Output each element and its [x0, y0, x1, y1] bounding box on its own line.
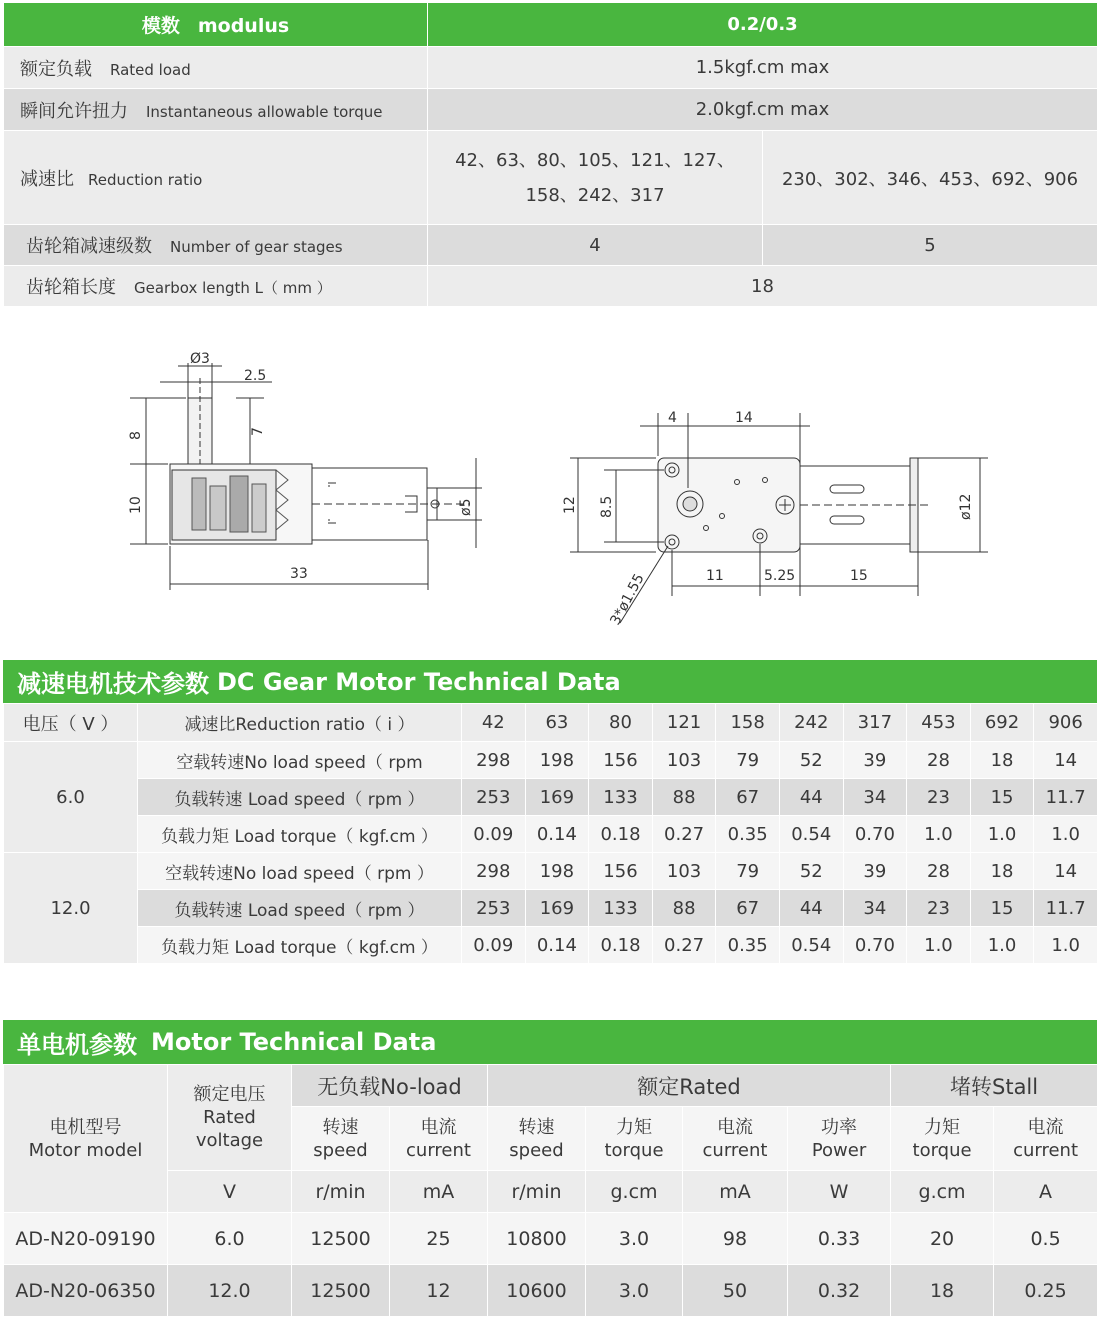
ratio-col-header: 692 — [970, 704, 1034, 742]
gearbox-length-cn: 齿轮箱长度 — [26, 277, 116, 298]
value-cell: 198 — [525, 742, 589, 779]
value-cell: 34 — [843, 779, 907, 816]
value-cell: 52 — [779, 742, 843, 779]
motor-model-header — [4, 1065, 168, 1213]
value-cell: 18 — [891, 1265, 994, 1317]
rated-voltage-en2: voltage — [195, 1130, 264, 1151]
rated-voltage-header — [168, 1065, 292, 1171]
instant-torque-en: Instantaneous allowable torque — [146, 102, 383, 121]
sub-header-en: torque — [604, 1139, 664, 1161]
value-cell: 0.18 — [589, 816, 653, 853]
dim-33: 33 — [290, 566, 308, 582]
value-cell: 52 — [779, 853, 843, 890]
value-cell: 50 — [683, 1265, 788, 1317]
unit-cell: mA — [683, 1171, 788, 1213]
gearbox-length-value: 18 — [428, 266, 1098, 307]
dim-mount-holes: 3*ø1.55 — [607, 571, 648, 628]
motor-model-en: Motor model — [28, 1139, 143, 1161]
value-cell: 12500 — [292, 1265, 390, 1317]
value-cell: 3.0 — [586, 1265, 683, 1317]
value-cell: 133 — [589, 890, 653, 927]
value-cell: 0.70 — [843, 927, 907, 964]
dim-8-5: 8.5 — [599, 495, 615, 518]
value-cell: 0.35 — [716, 816, 780, 853]
instant-torque-value: 2.0kgf.cm max — [428, 89, 1098, 131]
value-cell: 20 — [891, 1213, 994, 1265]
value-cell: 156 — [589, 853, 653, 890]
ratio-values-5stage: 230、302、346、453、692、906 — [763, 131, 1098, 225]
value-cell: 14 — [1034, 853, 1098, 890]
unit-cell: r/min — [292, 1171, 390, 1213]
value-cell: 18 — [970, 853, 1034, 890]
value-cell: 0.33 — [788, 1213, 891, 1265]
sub-header-cell — [891, 1107, 994, 1171]
value-cell: 67 — [716, 779, 780, 816]
value-cell: 25 — [390, 1213, 488, 1265]
value-cell: 23 — [907, 890, 971, 927]
voltage-cell: 6.0 — [4, 742, 138, 853]
spec-row-gearbox-length — [4, 266, 1098, 307]
value-cell: 1.0 — [1034, 927, 1098, 964]
gear-header-row — [4, 704, 1098, 742]
row-label: 负载转速 Load speed（ rpm ） — [138, 779, 462, 816]
row-label: 负载转速 Load speed（ rpm ） — [138, 890, 462, 927]
ratio-values-line2: 158、242、317 — [525, 184, 665, 206]
rated-load-cn: 额定负载 — [20, 58, 92, 80]
table-row — [4, 927, 1098, 964]
table-row — [4, 1265, 1098, 1317]
value-cell: 0.14 — [525, 816, 589, 853]
value-cell: 103 — [652, 742, 716, 779]
value-cell: 28 — [907, 853, 971, 890]
sub-header-cell — [488, 1107, 586, 1171]
spec-row-reduction-ratio — [4, 131, 1098, 225]
value-cell: 198 — [525, 853, 589, 890]
gear-motor-title-en: DC Gear Motor Technical Data — [217, 667, 621, 696]
ratio-col-header: 80 — [589, 704, 653, 742]
motor-section-banner — [3, 1020, 1097, 1064]
motor-data-table — [3, 1064, 1098, 1317]
motor-model-cn: 电机型号 — [49, 1116, 122, 1138]
dim-12: 12 — [562, 496, 578, 514]
sub-header-cell — [390, 1107, 488, 1171]
value-cell: 15 — [970, 779, 1034, 816]
motor-model-cell: AD-N20-09190 — [4, 1213, 168, 1265]
table-row — [4, 890, 1098, 927]
value-cell: 0.14 — [525, 927, 589, 964]
sub-header-cn: 转速 — [322, 1116, 359, 1138]
spec-row-instant-torque — [4, 89, 1098, 131]
table-row — [4, 816, 1098, 853]
gear-stages-5: 5 — [763, 225, 1098, 266]
value-cell: 6.0 — [168, 1213, 292, 1265]
value-cell: 0.5 — [994, 1213, 1098, 1265]
ratio-col-header: 63 — [525, 704, 589, 742]
voltage-cell: 12.0 — [4, 853, 138, 964]
value-cell: 18 — [970, 742, 1034, 779]
value-cell: 156 — [589, 742, 653, 779]
spec-row-rated-load — [4, 47, 1098, 89]
gear-stages-en: Number of gear stages — [170, 238, 343, 256]
sub-header-cell — [788, 1107, 891, 1171]
ratio-col-header: 121 — [652, 704, 716, 742]
row-label: 空载转速No load speed（ rpm — [138, 742, 462, 779]
sub-header-cn: 电流 — [1027, 1116, 1064, 1138]
ratio-values-4stage — [428, 131, 763, 225]
value-cell: 28 — [907, 742, 971, 779]
sub-header-en: Power — [811, 1139, 867, 1161]
reduction-ratio-en: Reduction ratio — [88, 170, 203, 189]
motor-title-cn: 单电机参数 — [17, 1030, 137, 1059]
value-cell: 1.0 — [907, 816, 971, 853]
voltage-header: 电压（ V ） — [4, 704, 138, 742]
dim-phi5: ø5 — [458, 498, 474, 516]
value-cell: 15 — [970, 890, 1034, 927]
dim-5-25: 5.25 — [764, 568, 796, 584]
value-cell: 0.54 — [779, 927, 843, 964]
sub-header-cn: 力矩 — [924, 1116, 961, 1138]
ratio-col-header: 42 — [462, 704, 526, 742]
dim-10: 10 — [128, 496, 144, 514]
value-cell: 12.0 — [168, 1265, 292, 1317]
dim-14: 14 — [735, 410, 753, 426]
unit-cell: V — [168, 1171, 292, 1213]
unit-cell: A — [994, 1171, 1098, 1213]
modulus-value: 0.2/0.3 — [428, 3, 1098, 47]
value-cell: 253 — [462, 890, 526, 927]
value-cell: 11.7 — [1034, 779, 1098, 816]
unit-cell: r/min — [488, 1171, 586, 1213]
rated-group-header: 额定Rated — [488, 1065, 891, 1107]
table-row — [4, 853, 1098, 890]
gear-motor-data-table — [3, 703, 1098, 964]
ratio-col-header: 453 — [907, 704, 971, 742]
rated-voltage-en1: Rated — [203, 1107, 256, 1128]
value-cell: 23 — [907, 779, 971, 816]
rated-load-en: Rated load — [110, 60, 191, 79]
ratio-col-header: 242 — [779, 704, 843, 742]
side-view-drawing — [130, 363, 482, 590]
value-cell: 12500 — [292, 1213, 390, 1265]
gearbox-spec-table — [3, 2, 1098, 307]
row-label: 空载转速No load speed（ rpm ） — [138, 853, 462, 890]
value-cell: 1.0 — [907, 927, 971, 964]
dim-2-5: 2.5 — [244, 368, 267, 384]
value-cell: 169 — [525, 779, 589, 816]
sub-header-cn: 转速 — [518, 1116, 555, 1138]
value-cell: 11.7 — [1034, 890, 1098, 927]
unit-cell: W — [788, 1171, 891, 1213]
dim-8: 8 — [128, 431, 144, 440]
modulus-label-cn: 模数 — [141, 15, 180, 37]
table-row — [4, 1213, 1098, 1265]
motor-title-en: Motor Technical Data — [151, 1028, 437, 1056]
unit-cell: g.cm — [891, 1171, 994, 1213]
dim-7: 7 — [250, 427, 266, 436]
unit-cell: g.cm — [586, 1171, 683, 1213]
value-cell: 169 — [525, 890, 589, 927]
rated-load-label — [4, 47, 428, 89]
instant-torque-cn: 瞬间允许扭力 — [20, 100, 128, 122]
table-row — [4, 779, 1098, 816]
spec-row-modulus — [4, 3, 1098, 47]
sub-header-en: current — [406, 1139, 471, 1161]
ratio-col-header: 906 — [1034, 704, 1098, 742]
rated-voltage-cn: 额定电压 — [193, 1084, 266, 1105]
value-cell: 0.25 — [994, 1265, 1098, 1317]
dimension-drawing — [0, 318, 1100, 658]
sub-header-cell — [292, 1107, 390, 1171]
value-cell: 0.09 — [462, 927, 526, 964]
sub-header-cell — [994, 1107, 1098, 1171]
value-cell: 0.27 — [652, 927, 716, 964]
ratio-col-header: 317 — [843, 704, 907, 742]
unit-cell: mA — [390, 1171, 488, 1213]
sub-header-cell — [683, 1107, 788, 1171]
value-cell: 0.32 — [788, 1265, 891, 1317]
value-cell: 88 — [652, 779, 716, 816]
sub-header-en: torque — [912, 1139, 972, 1161]
sub-header-cn: 电流 — [717, 1116, 753, 1138]
noload-group-header: 无负载No-load — [292, 1065, 488, 1107]
gear-stages-4: 4 — [428, 225, 763, 266]
dim-11: 11 — [706, 568, 724, 584]
value-cell: 1.0 — [970, 816, 1034, 853]
ratio-header: 减速比Reduction ratio（ i ） — [138, 704, 462, 742]
value-cell: 0.09 — [462, 816, 526, 853]
sub-header-en: current — [1013, 1139, 1079, 1161]
gear-motor-section-banner — [3, 660, 1097, 703]
motor-units-row — [4, 1171, 1098, 1213]
motor-model-cell: AD-N20-06350 — [4, 1265, 168, 1317]
value-cell: 67 — [716, 890, 780, 927]
modulus-label-en: modulus — [197, 15, 290, 37]
row-label: 负载力矩 Load torque（ kgf.cm ） — [138, 927, 462, 964]
dim-shaft-diameter: Ø3 — [190, 351, 210, 367]
sub-header-cn: 力矩 — [616, 1116, 652, 1138]
value-cell: 298 — [462, 742, 526, 779]
value-cell: 0.35 — [716, 927, 780, 964]
value-cell: 3.0 — [586, 1213, 683, 1265]
value-cell: 1.0 — [970, 927, 1034, 964]
sub-header-cell — [586, 1107, 683, 1171]
stall-group-header: 堵转Stall — [891, 1065, 1098, 1107]
value-cell: 298 — [462, 853, 526, 890]
value-cell: 98 — [683, 1213, 788, 1265]
reduction-ratio-cn: 减速比 — [20, 168, 74, 190]
gearbox-length-en: Gearbox length L（ mm ） — [134, 279, 332, 297]
modulus-label-cell — [4, 3, 428, 47]
value-cell: 253 — [462, 779, 526, 816]
value-cell: 103 — [652, 853, 716, 890]
spec-row-gear-stages — [4, 225, 1098, 266]
gearbox-length-label — [4, 266, 428, 307]
instant-torque-label — [4, 89, 428, 131]
sub-header-en: speed — [313, 1139, 368, 1161]
ratio-values-line1: 42、63、80、105、121、127、 — [455, 149, 735, 171]
dim-15: 15 — [850, 568, 868, 584]
motor-header-row — [4, 1065, 1098, 1107]
value-cell: 0.54 — [779, 816, 843, 853]
value-cell: 133 — [589, 779, 653, 816]
value-cell: 10800 — [488, 1213, 586, 1265]
sub-header-en: current — [702, 1139, 768, 1161]
value-cell: 0.27 — [652, 816, 716, 853]
value-cell: 79 — [716, 742, 780, 779]
rated-load-value: 1.5kgf.cm max — [428, 47, 1098, 89]
ratio-col-header: 158 — [716, 704, 780, 742]
sub-header-cn: 电流 — [420, 1116, 457, 1138]
gear-stages-label — [4, 225, 428, 266]
table-row — [4, 742, 1098, 779]
dim-4: 4 — [668, 410, 677, 426]
value-cell: 39 — [843, 742, 907, 779]
sub-header-en: speed — [509, 1139, 564, 1161]
value-cell: 88 — [652, 890, 716, 927]
value-cell: 0.18 — [589, 927, 653, 964]
value-cell: 0.70 — [843, 816, 907, 853]
value-cell: 34 — [843, 890, 907, 927]
value-cell: 1.0 — [1034, 816, 1098, 853]
value-cell: 39 — [843, 853, 907, 890]
dim-phi12: ø12 — [958, 493, 974, 520]
value-cell: 44 — [779, 890, 843, 927]
reduction-ratio-label — [4, 131, 428, 225]
value-cell: 10600 — [488, 1265, 586, 1317]
gear-motor-title-cn: 减速电机技术参数 — [17, 670, 209, 698]
gear-stages-cn: 齿轮箱减速级数 — [26, 236, 152, 257]
value-cell: 14 — [1034, 742, 1098, 779]
value-cell: 44 — [779, 779, 843, 816]
value-cell: 79 — [716, 853, 780, 890]
row-label: 负载力矩 Load torque（ kgf.cm ） — [138, 816, 462, 853]
value-cell: 12 — [390, 1265, 488, 1317]
sub-header-cn: 功率 — [821, 1116, 858, 1138]
